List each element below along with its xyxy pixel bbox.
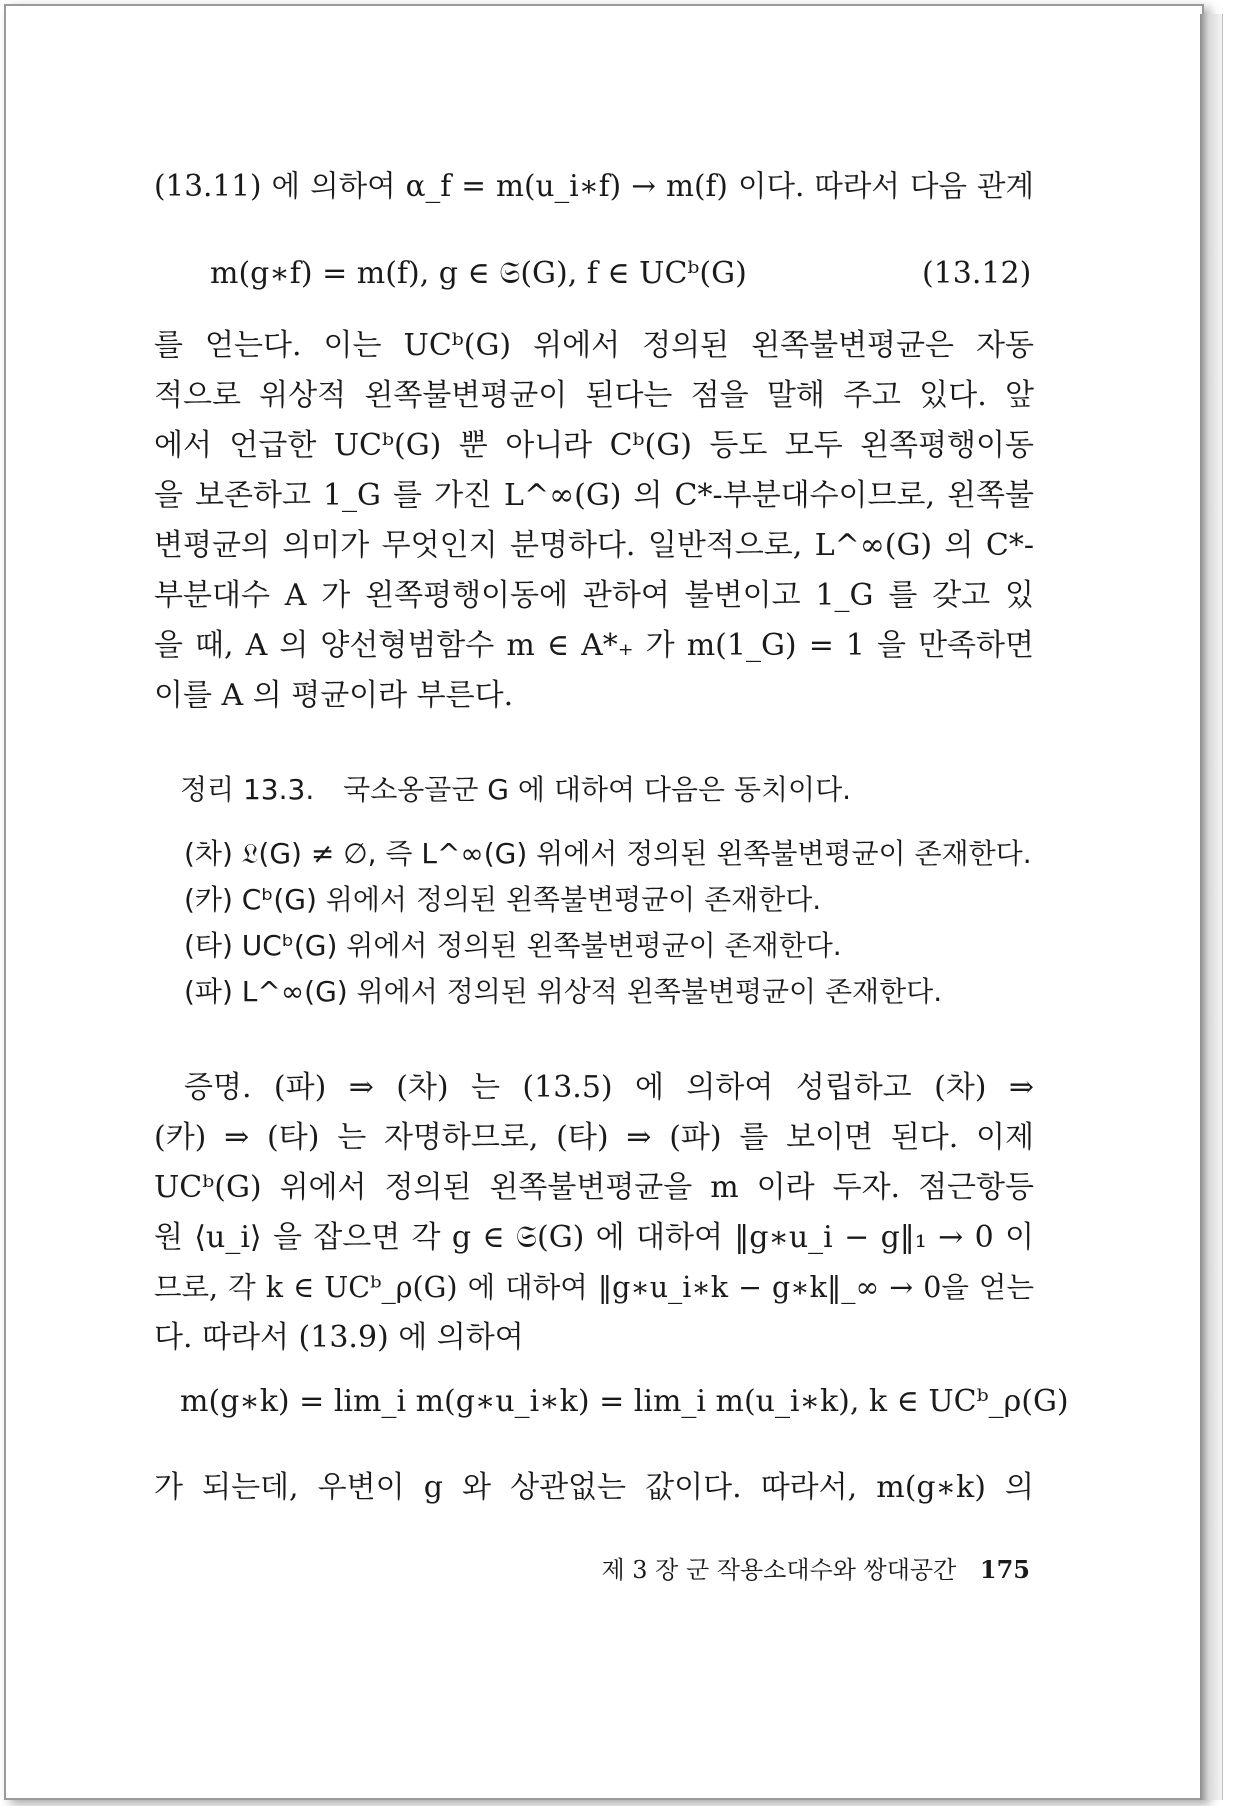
theorem-item: (타) UCᵇ(G) 위에서 정의된 왼쪽불변평균이 존재한다. bbox=[184, 929, 842, 962]
theorem-statement: 국소옹골군 G 에 대하여 다음은 동치이다. bbox=[343, 773, 852, 806]
chapter-title: 제 3 장 군 작용소대수와 쌍대공간 bbox=[601, 1556, 957, 1584]
theorem-item: (카) Cᵇ(G) 위에서 정의된 왼쪽불변평균이 존재한다. bbox=[184, 883, 822, 916]
text-line: (13.11) 에 의하여 α_f = m(u_i∗f) → m(f) 이다. 따라서 다음 관계 bbox=[154, 169, 1034, 203]
page-number: 175 bbox=[979, 1555, 1030, 1584]
text-line: 부분대수 A 가 왼쪽평행이동에 관하여 불변이고 1_G 를 갖고 있 bbox=[154, 578, 1034, 613]
text-line: 적으로 위상적 왼쪽불변평균이 된다는 점을 말해 주고 있다. 앞 bbox=[154, 378, 1034, 413]
equation-13-12: m(g∗f) = m(f), g ∈ 𝔖(G), f ∈ UCᵇ(G) bbox=[210, 256, 747, 291]
proof-line: 므로, 각 k ∈ UCᵇ_ρ(G) 에 대하여 ‖g∗u_i∗k − g∗k‖_∞ → 0을 얻는 bbox=[154, 1271, 1034, 1304]
proof-line: 원 ⟨u_i⟩ 을 잡으면 각 g ∈ 𝔖(G) 에 대하여 ‖g∗u_i − g‖₁ → 0 이 bbox=[154, 1220, 1034, 1255]
proof-line: (카) ⇒ (타) 는 자명하므로, (타) ⇒ (파) 를 보이면 된다. 이제 bbox=[154, 1120, 1034, 1155]
proof-line: UCᵇ(G) 위에서 정의된 왼쪽불변평균을 m 이라 두자. 점근항등 bbox=[154, 1170, 1034, 1205]
theorem-heading-line bbox=[180, 770, 851, 810]
theorem-item: (차) 𝔏(G) ≠ ∅, 즉 L^∞(G) 위에서 정의된 왼쪽불변평균이 존재한다. bbox=[184, 837, 1032, 870]
text-line: 가 되는데, 우변이 g 와 상관없는 값이다. 따라서, m(g∗k) 의 bbox=[154, 1470, 1034, 1505]
text-line: 이를 A 의 평균이라 부른다. bbox=[154, 678, 514, 713]
equation-limit: m(g∗k) = lim_i m(g∗u_i∗k) = lim_i m(u_i∗k), k ∈ UCᵇ_ρ(G) bbox=[180, 1384, 1069, 1419]
text-line: 을 보존하고 1_G 를 가진 L^∞(G) 의 C*-부분대수이므로, 왼쪽불 bbox=[154, 478, 1034, 513]
page-edge-shadow bbox=[1200, 14, 1223, 1800]
text-line: 변평균의 의미가 무엇인지 분명하다. 일반적으로, L^∞(G) 의 C*- bbox=[154, 528, 1034, 563]
theorem-heading: 정리 13.3. bbox=[180, 773, 315, 806]
equation-tag: (13.12) bbox=[922, 256, 1032, 291]
text-line: 를 얻는다. 이는 UCᵇ(G) 위에서 정의된 왼쪽불변평균은 자동 bbox=[154, 328, 1034, 363]
page-footer bbox=[601, 1554, 1030, 1586]
proof-line: 다. 따라서 (13.9) 에 의하여 bbox=[154, 1320, 524, 1355]
text-line: 을 때, A 의 양선형범함수 m ∈ A*₊ 가 m(1_G) = 1 을 만족하면 bbox=[154, 628, 1034, 663]
text-line: 에서 언급한 UCᵇ(G) 뿐 아니라 Cᵇ(G) 등도 모두 왼쪽평행이동 bbox=[154, 428, 1034, 463]
proof-line: 증명. (파) ⇒ (차) 는 (13.5) 에 의하여 성립하고 (차) ⇒ bbox=[184, 1070, 1034, 1105]
theorem-item: (파) L^∞(G) 위에서 정의된 위상적 왼쪽불변평균이 존재한다. bbox=[184, 975, 943, 1008]
